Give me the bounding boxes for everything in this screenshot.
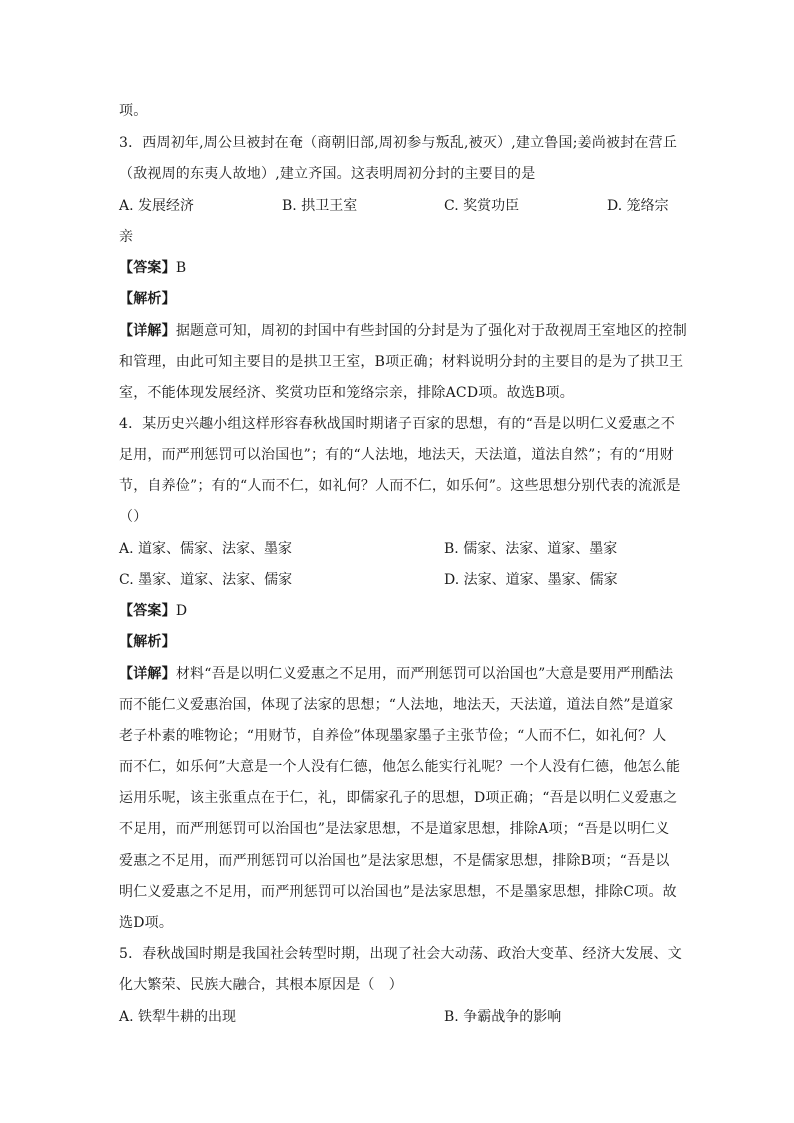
- question-3-stem: （敌视周的东夷人故地）,建立齐国。这表明周初分封的主要目的是: [119, 166, 536, 182]
- text-line: 项。: [119, 103, 148, 119]
- q5-option-a: A. 铁犁牛耕的出现: [119, 1009, 237, 1025]
- q3-option-c: C. 奖赏功臣: [444, 198, 520, 214]
- q4-option-a: A. 道家、儒家、法家、墨家: [119, 541, 293, 557]
- question-4-stem: （）: [119, 509, 148, 525]
- q4-option-b: B. 儒家、法家、道家、墨家: [444, 541, 618, 557]
- q4-option-d: D. 法家、道家、墨家、儒家: [444, 572, 618, 588]
- analysis-label: 【解析】: [119, 291, 176, 307]
- text-line: 而不能仁义爱惠治国，体现了法家的思想；“人法地，地法天，天法道，道法自然”是道家: [119, 697, 674, 713]
- answer-value: B: [175, 260, 187, 276]
- q4-option-c: C. 墨家、道家、法家、儒家: [119, 572, 293, 588]
- detail-line: [119, 664, 679, 684]
- analysis-label: 【解析】: [119, 634, 176, 650]
- text-line: 运用乐呢，该主张重点在于仁，礼，即儒家孔子的思想，D项正确；“吾是以明仁义爱惠之: [119, 790, 678, 806]
- q3-option-d: D. 笼络宗: [607, 198, 669, 214]
- answer-line: [119, 258, 679, 278]
- text-line: 爱惠之不足用，而严刑惩罚可以治国也”是法家思想，不是儒家思想，排除B项；“吾是以: [119, 853, 670, 869]
- detail-text: 据题意可知，周初的封国中有些封国的分封是为了强化对于敌视周王室地区的控制: [175, 323, 688, 339]
- text-line: 老子朴素的唯物论；“用财节，自养俭”体现墨家墨子主张节俭；“人而不仁，如礼何？人: [119, 728, 667, 744]
- text-line: 亲: [119, 229, 134, 245]
- detail-text: 材料“吾是以明仁义爱惠之不足用，而严刑惩罚可以治国也”大意是要用严刑酷法: [175, 666, 674, 682]
- q3-option-a: A. 发展经济: [119, 198, 195, 214]
- detail-label: 【详解】: [119, 666, 176, 682]
- answer-value: D: [175, 603, 188, 619]
- detail-line: [119, 321, 688, 341]
- question-3-stem: 3．西周初年,周公旦被封在奄（商朝旧部,周初参与叛乱,被灭）,建立鲁国;姜尚被封在营丘: [119, 135, 678, 151]
- q5-option-b: B. 争霸战争的影响: [444, 1009, 562, 1025]
- answer-label: 【答案】: [119, 603, 176, 619]
- question-5-stem: 化大繁荣、民族大融合，其根本原因是（ ）: [119, 977, 403, 993]
- text-line: 明仁义爱惠之不足用，而严刑惩罚可以治国也”是法家思想，不是墨家思想，排除C项。故: [119, 884, 677, 900]
- question-4-stem: 节，自养俭”；有的“人而不仁，如礼何？人而不仁，如乐何”。这些思想分别代表的流派是: [119, 478, 681, 494]
- question-4-stem: 4．某历史兴趣小组这样形容春秋战国时期诸子百家的思想，有的“吾是以明仁义爱惠之不: [119, 416, 676, 432]
- text-line: 和管理，由此可知主要目的是拱卫王室，B项正确；材料说明分封的主要目的是为了拱卫王: [119, 354, 684, 370]
- text-line: 室，不能体现发展经济、奖赏功臣和笼络宗亲，排除ACD项。故选B项。: [119, 385, 574, 401]
- question-5-stem: 5．春秋战国时期是我国社会转型时期，出现了社会大动荡、政治大变革、经济大发展、文: [119, 946, 682, 962]
- detail-label: 【详解】: [119, 323, 176, 339]
- q3-option-b: B. 拱卫王室: [282, 198, 358, 214]
- text-line: 不足用，而严刑惩罚可以治国也”是法家思想，不是道家思想，排除A项；“吾是以明仁义: [119, 821, 670, 837]
- answer-line: [119, 601, 679, 621]
- question-4-stem: 足用，而严刑惩罚可以治国也”；有的“人法地，地法天，天法道，道法自然”；有的“用财: [119, 447, 674, 463]
- text-line: 而不仁，如乐何”大意是一个人没有仁德，他怎么能实行礼呢？一个人没有仁德，他怎么能: [119, 759, 681, 775]
- text-line: 选D项。: [119, 915, 174, 931]
- answer-label: 【答案】: [119, 260, 176, 276]
